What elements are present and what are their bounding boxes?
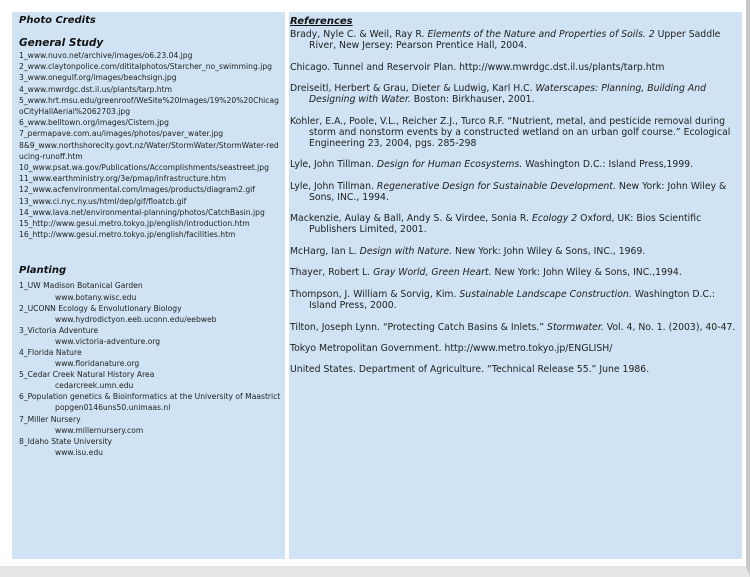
planting-item: [19, 325, 285, 347]
reference-em: Design for Human Ecosystems.: [376, 159, 523, 171]
reference-item: [290, 159, 736, 170]
credit-item: 8&9_www.northshorecity.govt.nz/Water/StormWater/StormWater-reducing-runoff.htm: [19, 140, 279, 161]
reference-post: Washington D.C.: Island Press,1999.: [522, 159, 694, 171]
reference-item: [290, 181, 736, 203]
credit-item: 13_www.ci.nyc.ny.us/html/dep/gif/floatcb.gif: [19, 196, 187, 206]
reference-post: Vol. 4, No. 1. (2003), 40-47.: [603, 321, 736, 333]
reference-em: Waterscapes: Planning, Building And Designing with Water.: [309, 83, 707, 106]
reference-pre: Thompson, J. William & Sorvig, Kim.: [290, 288, 460, 300]
planting-name: 2_UCONN Ecology & Envolutionary Biology: [19, 303, 182, 313]
general-study-heading: General Study: [19, 37, 104, 49]
credit-item: 11_www.earthministry.org/3e/pmap/infrastructure.htm: [19, 174, 227, 184]
reference-item: [290, 364, 736, 375]
planting-url: www.floridanature.org: [55, 359, 140, 369]
reference-item: [290, 213, 736, 235]
planting-name: 4_Florida Nature: [19, 348, 82, 358]
reference-em: Design with Nature.: [359, 245, 453, 257]
reference-item: [290, 322, 736, 333]
reference-item: [290, 62, 736, 73]
credit-item: 2_www.claytonpolice.com/dititalphotos/Starcher_no_swimming.jpg: [19, 62, 272, 72]
reference-item: [290, 267, 736, 278]
reference-em: Elements of the Nature and Properties of Soils. 2: [427, 29, 655, 40]
reference-em: Regenerative Design for Sustainable Development.: [376, 180, 616, 192]
references-title: References: [290, 16, 353, 27]
reference-post: http://www.mwrdgc.dst.il.us/plants/tarp.htm: [459, 61, 665, 73]
planting-url: popgen0146uns50.unimaas.nl: [55, 403, 171, 413]
reference-post: New York: John Wiley & Sons, INC.,1994.: [491, 267, 682, 279]
photo-credits-panel: [12, 12, 285, 559]
credit-item: 7_permapave.com.au/images/photos/paver_water.jpg: [19, 129, 224, 139]
reference-em: Stormwater.: [547, 321, 604, 333]
reference-pre: United States. Department of Agriculture. “Technical Release 55.” June 1986.: [290, 364, 650, 376]
reference-pre: Chicago. Tunnel and Reservoir Plan.: [290, 61, 460, 73]
reference-pre: Brady, Nyle C. & Weil, Ray R.: [290, 29, 428, 40]
credit-item: 14_www.lava.net/environmental-planning/photos/CatchBasin.jpg: [19, 207, 265, 217]
reference-pre: Kohler, E.A., Poole, V.L., Reicher Z.J., Turco R.F. “Nutrient, metal, and pesticide removal during storm and nonstorm events by a constructed wetland on an urban golf course.” Ecological Engineering 23, 2004, pgs. 285-298: [290, 115, 731, 149]
planting-list: [19, 280, 285, 458]
reference-pre: Tokyo Metropolitan Government. http://www.metro.tokyo.jp/ENGLISH/: [290, 342, 613, 354]
reference-item: [290, 343, 736, 354]
planting-name: 7_Miller Nursery: [19, 414, 81, 424]
planting-item: [19, 436, 285, 458]
planting-item: [19, 280, 285, 302]
reference-post: New York: John Wiley & Sons, INC., 1994.: [309, 180, 727, 203]
credit-item: 4_www.mwrdgc.dst.il.us/plants/tarp.htm: [19, 84, 172, 94]
planting-url: www.victoria-adventure.org: [55, 336, 161, 346]
planting-item: [19, 369, 285, 391]
planting-item: [19, 347, 285, 369]
reference-post: Washington D.C.: Island Press, 2000.: [309, 288, 716, 312]
reference-post: Boston: Birkhauser, 2001.: [410, 94, 535, 106]
credit-item: 16_http://www.gesui.metro.tokyo.jp/english/facilities.htm: [19, 230, 236, 240]
reference-pre: Thayer, Robert L.: [290, 267, 374, 279]
reference-item: [290, 289, 736, 311]
credit-item: 12_www.acfenvironmental.com/images/products/diagram2.gif: [19, 185, 255, 195]
references-panel: [289, 12, 742, 559]
reference-em: Gray World, Green Heart.: [373, 267, 492, 279]
credit-item: 1_www.nuvo.net/archive/images/o6.23.04.jpg: [19, 51, 193, 60]
reference-pre: Lyle, John Tillman.: [290, 180, 377, 192]
reference-pre: Tilton, Joseph Lynn. “Protecting Catch Basins & Inlets.”: [290, 321, 548, 333]
credit-item: 10_www.psat.wa.gov/Publications/Accomplishments/seastreet.jpg: [19, 163, 269, 173]
credit-item: 6_www.belltown.org/images/Cistern.jpg: [19, 118, 169, 128]
planting-url: www.isu.edu: [55, 447, 103, 457]
reference-item: [290, 83, 736, 105]
reference-pre: Mackenzie, Aulay & Ball, Andy S. & Virdee, Sonia R.: [290, 213, 532, 225]
general-study-list: [19, 50, 285, 240]
reference-post: Oxford, UK: Bios Scientific Publishers Limited, 2001.: [309, 213, 702, 236]
planting-item: [19, 303, 285, 325]
planting-name: 5_Cedar Creek Natural History Area: [19, 370, 155, 380]
references-list: [290, 29, 742, 376]
planting-heading: Planting: [19, 265, 67, 277]
credit-item: 15_http://www.gesui.metro.tokyo.jp/english/introduction.htm: [19, 219, 250, 229]
planting-name: 3_Victoria Adventure: [19, 325, 99, 335]
planting-url: www.botany.wisc.edu: [55, 292, 137, 302]
reference-em: Ecology 2: [531, 213, 578, 225]
reference-item: [290, 246, 736, 257]
reference-pre: McHarg, Ian L.: [290, 245, 360, 257]
reference-pre: Dreiseitl, Herbert & Grau, Dieter & Ludwig, Karl H.C.: [290, 83, 536, 95]
planting-name: 8_Idaho State University: [19, 436, 113, 446]
planting-name: 1_UW Madison Botanical Garden: [19, 281, 143, 291]
photo-credits-title: Photo Credits: [19, 15, 96, 26]
planting-url: www.hydrodictyon.eeb.uconn.edu/eebweb: [55, 314, 217, 324]
planting-item: [19, 391, 285, 413]
credit-item: 3_www.onegulf.org/images/beachsign.jpg: [19, 73, 177, 83]
planting-url: cedarcreek.umn.edu: [55, 381, 134, 391]
planting-item: [19, 414, 285, 436]
reference-item: [290, 116, 736, 149]
reference-post: New York: John Wiley & Sons, INC., 1969.: [452, 245, 646, 257]
planting-url: www.millernursery.com: [55, 425, 144, 435]
credit-item: 5_www.hrt.msu.edu/greenroof/WeSite%20Images/19%20%20ChicagoCityHallAerial%2062703.jpg: [19, 95, 279, 117]
planting-name: 6_Population genetics & Bioinformatics at the University of Maastrict: [19, 392, 281, 402]
reference-em: Sustainable Landscape Construction.: [459, 288, 632, 300]
reference-post: Upper Saddle River, New Jersey: Pearson Prentice Hall, 2004.: [309, 29, 721, 52]
reference-item: [290, 29, 736, 51]
reference-pre: Lyle, John Tillman.: [290, 159, 377, 171]
